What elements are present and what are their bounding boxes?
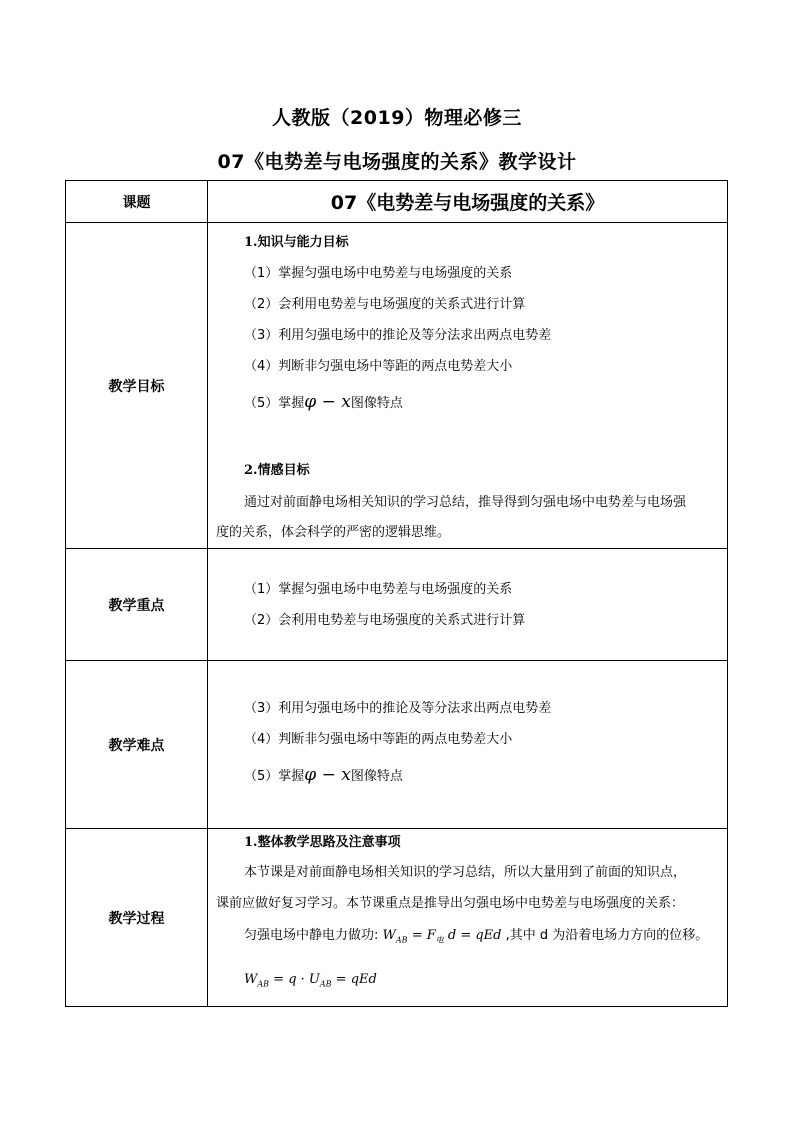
- process-para-line2: 课前应做好复习学习。本节课重点是推导出匀强电场中电势差与电场强度的关系：: [216, 896, 685, 911]
- phi-x-math: φ − x: [304, 764, 351, 785]
- objectives-heading-knowledge: 1.知识与能力目标: [244, 235, 349, 250]
- formula-note: ,其中 d 为沿着电场力方向的位移。: [501, 928, 709, 943]
- key-points-label: 教学重点: [66, 549, 208, 661]
- difficulty-item-4: （4）判断非匀强电场中等距的两点电势差大小: [244, 731, 513, 747]
- objectives-label: 教学目标: [66, 223, 208, 549]
- work-formula: $W_{AB} = F_电$ d = qEd: [382, 928, 502, 945]
- objectives-heading-emotion: 2.情感目标: [244, 463, 310, 478]
- work-voltage-formula: $W_{AB} = q \cdot U_{AB}$ = qEd: [244, 971, 377, 989]
- difficulties-row: [66, 661, 728, 829]
- objectives-para-line1: 通过对前面静电场相关知识的学习总结，推导得到匀强电场中电势差与电场强: [244, 495, 687, 510]
- objective-item-4: （4）判断非匀强电场中等距的两点电势差大小: [244, 359, 513, 374]
- topic-label: 课题: [66, 181, 208, 223]
- objective-item-5-prefix: （5）掌握: [244, 396, 305, 411]
- phi-x-math: φ − x: [304, 392, 351, 412]
- difficulty-item-3: （3）利用匀强电场中的推论及等分法求出两点电势差: [244, 700, 552, 716]
- objective-item-3: （3）利用匀强电场中的推论及等分法求出两点电势差: [244, 328, 552, 343]
- objectives-content: [208, 223, 728, 549]
- difficulties-label: 教学难点: [66, 661, 208, 829]
- difficulty-item-5: [208, 755, 727, 797]
- objective-item-5: [208, 382, 727, 424]
- difficulties-content: [208, 661, 728, 829]
- difficulty-item-5-suffix: 图像特点: [350, 768, 403, 784]
- process-heading: 1.整体教学思路及注意事项: [244, 835, 401, 850]
- objectives-paragraph: [208, 486, 727, 519]
- document-subtitle: 07《电势差与电场强度的关系》教学设计: [217, 151, 577, 173]
- formula-intro: 匀强电场中静电力做功:: [244, 928, 379, 943]
- formula-line-1: [208, 919, 727, 958]
- objective-item-2: （2）会利用电势差与电场强度的关系式进行计算: [244, 297, 526, 312]
- process-para-line1: 本节课是对前面静电场相关知识的学习总结，所以大量用到了前面的知识点，: [244, 865, 687, 880]
- objective-item-5-suffix: 图像特点: [350, 396, 403, 411]
- objectives-row: [66, 223, 728, 549]
- process-label: 教学过程: [66, 829, 208, 1007]
- lesson-plan-table: [65, 180, 728, 1007]
- key-points-row: [66, 549, 728, 661]
- objectives-para-line2: 度的关系，体会科学的严密的逻辑思维。: [216, 525, 451, 540]
- topic-value: 07《电势差与电场强度的关系》: [208, 181, 728, 223]
- objective-item-1: （1）掌握匀强电场中电势差与电场强度的关系: [244, 266, 513, 281]
- difficulty-item-5-prefix: （5）掌握: [244, 768, 305, 784]
- formula-line-2: [208, 958, 727, 1007]
- process-row: [66, 829, 728, 1007]
- key-point-item-1: （1）掌握匀强电场中电势差与电场强度的关系: [244, 581, 513, 597]
- key-point-item-2: （2）会利用电势差与电场强度的关系式进行计算: [244, 612, 526, 628]
- process-content: [208, 829, 728, 1007]
- key-points-content: [208, 549, 728, 661]
- document-title: 人教版（2019）物理必修三: [272, 107, 522, 129]
- topic-row: [66, 181, 728, 223]
